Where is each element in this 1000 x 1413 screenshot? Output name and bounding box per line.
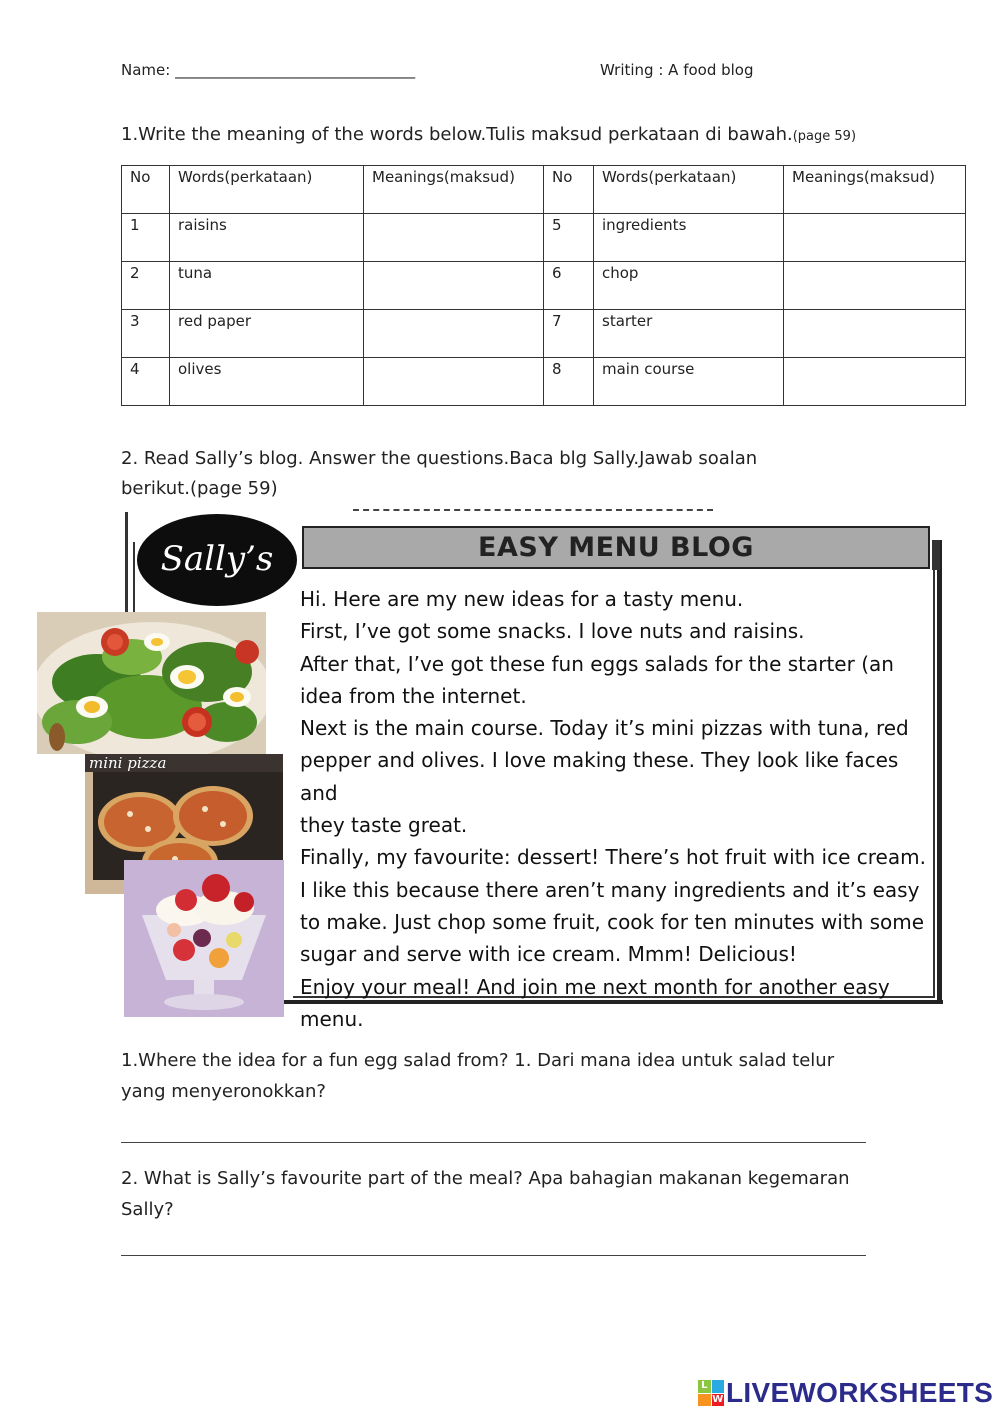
row-number: 3 [122, 310, 170, 358]
row-number: 1 [122, 214, 170, 262]
blog-line: After that, I’ve got these fun eggs salads for the starter (an [300, 651, 894, 676]
row-number: 2 [122, 262, 170, 310]
row-word: raisins [170, 214, 364, 262]
logo-tile-orange [698, 1394, 711, 1407]
meaning-answer-cell[interactable] [784, 310, 966, 358]
header-meanings: Meanings(maksud) [784, 166, 966, 214]
meaning-answer-cell[interactable] [364, 262, 544, 310]
blog-line: Finally, my favourite: dessert! There’s hot fruit with ice cream. [300, 845, 926, 870]
logo-tile-red: W [712, 1393, 724, 1405]
egg-salad-photo [37, 612, 266, 754]
meaning-answer-cell[interactable] [364, 358, 544, 406]
section2-instruction-line1: 2. Read Sally’s blog. Answer the questions.Baca blg Sally.Jawab soalan [121, 448, 758, 469]
blog-line: I like this because there aren’t many ingredients and it’s easy [300, 877, 920, 902]
question-2-answer-line[interactable] [121, 1255, 866, 1256]
section1-instruction-text: 1.Write the meaning of the words below.Tulis maksud perkataan di bawah. [121, 124, 793, 145]
row-number: 4 [122, 358, 170, 406]
row-number: 8 [544, 358, 594, 406]
row-word: olives [170, 358, 364, 406]
question-2-line2: Sally? [121, 1199, 174, 1220]
table-row [122, 262, 966, 310]
blog-post-text [300, 583, 940, 1035]
section2-instruction-line2: berikut.(page 59) [121, 478, 278, 499]
meaning-answer-cell[interactable] [784, 358, 966, 406]
fruit-dessert-photo [124, 860, 284, 1017]
banner-shadow [932, 540, 940, 570]
name-field-label: Name: ________________________________ [121, 61, 416, 79]
question-1-answer-line[interactable] [121, 1142, 866, 1143]
blog-line: Hi. Here are my new ideas for a tasty menu. [300, 587, 744, 611]
row-word: ingredients [594, 214, 784, 262]
vocabulary-table [121, 165, 966, 406]
meaning-answer-cell[interactable] [364, 214, 544, 262]
row-word: chop [594, 262, 784, 310]
table-header-row [122, 166, 966, 214]
meaning-answer-cell[interactable] [784, 214, 966, 262]
logo-tile-green: L [698, 1380, 711, 1393]
row-number: 7 [544, 310, 594, 358]
blog-line: Enjoy your meal! And join me next month for another easy menu. [300, 974, 890, 1031]
mini-pizza-caption: mini pizza [89, 754, 167, 772]
blog-line: First, I’ve got some snacks. I love nuts and raisins. [300, 619, 805, 644]
liveworksheets-logo [698, 1376, 993, 1410]
table-row [122, 310, 966, 358]
question-2-line1: 2. What is Sally’s favourite part of the meal? Apa bahagian makanan kegemaran [121, 1168, 850, 1189]
row-number: 6 [544, 262, 594, 310]
row-word: tuna [170, 262, 364, 310]
blog-line: idea from the internet. [300, 683, 527, 708]
row-word: red paper [170, 310, 364, 358]
blog-line: Next is the main course. Today it’s mini pizzas with tuna, red [300, 716, 909, 741]
blog-line: pepper and olives. I love making these. They look like faces and [300, 748, 899, 805]
worksheet-title: Writing : A food blog [600, 61, 754, 79]
meaning-answer-cell[interactable] [784, 262, 966, 310]
liveworksheets-icon [698, 1380, 724, 1406]
header-words: Words(perkataan) [170, 166, 364, 214]
section1-page-ref: (page 59) [792, 129, 857, 144]
row-word: starter [594, 310, 784, 358]
blog-banner-title: EASY MENU BLOG [302, 526, 930, 569]
question-1-line2: yang menyeronokkan? [121, 1081, 326, 1102]
question-1-line1: 1.Where the idea for a fun egg salad from? 1. Dari mana idea untuk salad telur [121, 1050, 835, 1071]
sallys-logo: Sally’s [137, 514, 297, 606]
header-no: No [544, 166, 594, 214]
header-meanings: Meanings(maksud) [364, 166, 544, 214]
section1-instruction [121, 120, 856, 152]
row-number: 5 [544, 214, 594, 262]
blog-line: they taste great. [300, 813, 468, 838]
header-no: No [122, 166, 170, 214]
logo-tile-blue [712, 1380, 725, 1393]
table-row [122, 358, 966, 406]
meaning-answer-cell[interactable] [364, 310, 544, 358]
header-words: Words(perkataan) [594, 166, 784, 214]
blog-line: sugar and serve with ice cream. Mmm! Delicious! [300, 942, 797, 967]
table-row [122, 214, 966, 262]
row-word: main course [594, 358, 784, 406]
blog-line: to make. Just chop some fruit, cook for ten minutes with some [300, 909, 925, 934]
liveworksheets-brand-text: LIVEWORKSHEETS [726, 1377, 994, 1408]
